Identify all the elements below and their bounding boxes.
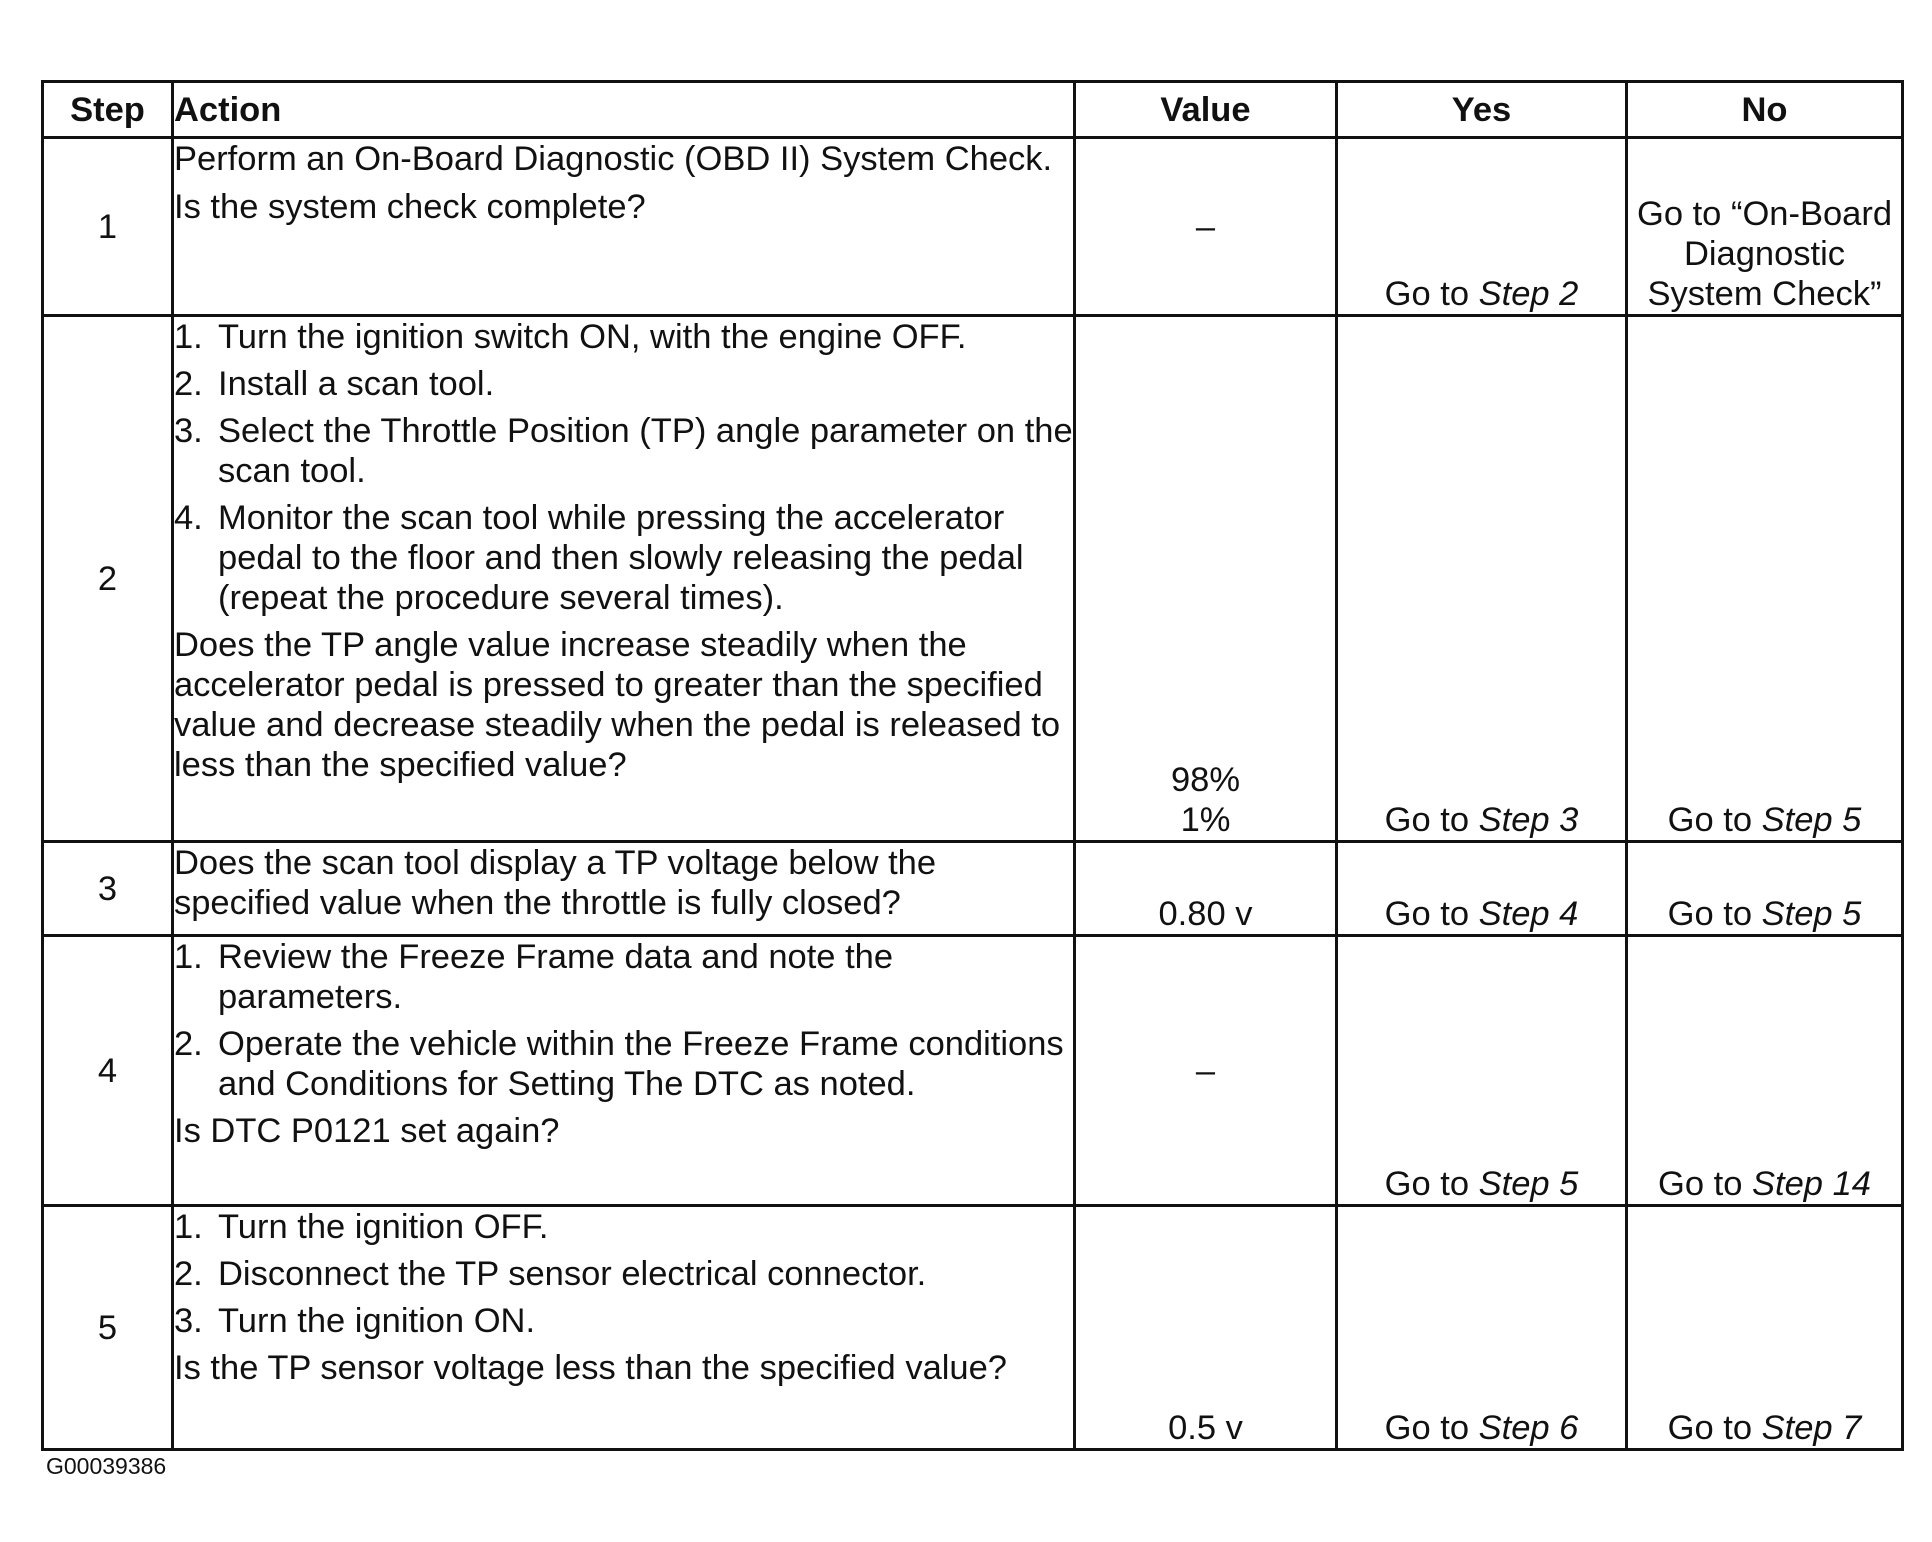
yes-cell	[1337, 138, 1627, 316]
step-number: 1	[43, 138, 173, 316]
header-yes: Yes	[1337, 82, 1627, 138]
figure-id: G00039386	[46, 1453, 167, 1479]
step-number: 3	[43, 842, 173, 936]
step-number: 5	[43, 1206, 173, 1450]
table-row	[43, 936, 1903, 1206]
step-number: 2	[43, 316, 173, 842]
no-goto-step: Step 5	[1761, 895, 1862, 933]
no-goto-prefix: Go to	[1667, 1409, 1762, 1447]
yes-goto-prefix: Go to	[1384, 801, 1479, 839]
list-text: Turn the ignition OFF.	[218, 1208, 549, 1246]
list-number: 2.	[174, 1025, 203, 1063]
value-text: –	[1195, 1051, 1216, 1090]
no-goto-prefix: Go to	[1667, 801, 1762, 839]
value-text: 1%	[1180, 801, 1231, 839]
yes-goto-step: Step 3	[1478, 801, 1579, 839]
diagnostic-table	[41, 80, 1904, 1451]
list-number: 2.	[174, 365, 203, 403]
list-number: 1.	[174, 938, 203, 976]
action-list-item	[174, 498, 1073, 618]
header-no: No	[1627, 82, 1903, 138]
table-row	[43, 842, 1903, 936]
yes-goto-step: Step 6	[1478, 1409, 1579, 1447]
value-text: 98%	[1170, 761, 1241, 799]
action-cell	[173, 316, 1075, 842]
table-row	[43, 316, 1903, 842]
no-cell	[1627, 138, 1903, 316]
yes-goto-step: Step 2	[1478, 275, 1579, 313]
step-number: 4	[43, 936, 173, 1206]
no-cell	[1627, 1206, 1903, 1450]
action-list-item	[174, 1301, 1073, 1341]
action-list-item	[174, 364, 1073, 404]
action-question: Does the TP angle value increase steadily when the accelerator pedal is pressed to greater than the specified value and decrease steadily when the pedal is released to less than the specified value?	[174, 626, 1061, 784]
list-text: Install a scan tool.	[218, 365, 495, 403]
yes-cell	[1337, 842, 1627, 936]
header-value: Value	[1075, 82, 1337, 138]
value-cell	[1075, 1206, 1337, 1450]
table-row	[43, 138, 1903, 316]
action-list-item	[174, 317, 1073, 357]
list-number: 4.	[174, 499, 203, 537]
yes-goto-step: Step 5	[1478, 1165, 1579, 1203]
yes-cell	[1337, 936, 1627, 1206]
list-text: Turn the ignition ON.	[218, 1302, 536, 1340]
list-text: Disconnect the TP sensor electrical connector.	[218, 1255, 927, 1293]
action-list-item	[174, 1254, 1073, 1294]
action-list-item	[174, 937, 1073, 1017]
no-goto-step: Step 5	[1761, 801, 1862, 839]
value-text: –	[1195, 207, 1216, 246]
action-cell	[173, 138, 1075, 316]
list-text: Monitor the scan tool while pressing the accelerator pedal to the floor and then slowly releasing the pedal (repeat the procedure several times).	[218, 499, 1024, 617]
yes-goto-prefix: Go to	[1384, 895, 1479, 933]
list-text: Operate the vehicle within the Freeze Frame conditions and Conditions for Setting The DTC as noted.	[218, 1025, 1064, 1103]
header-step: Step	[43, 82, 173, 138]
action-list-item	[174, 1207, 1073, 1247]
value-cell	[1075, 842, 1337, 936]
action-question: Does the scan tool display a TP voltage below the specified value when the throttle is fully closed?	[174, 844, 937, 922]
value-text: 0.80 v	[1158, 895, 1253, 933]
list-number: 1.	[174, 318, 203, 356]
value-cell	[1075, 316, 1337, 842]
value-cell	[1075, 936, 1337, 1206]
yes-goto-step: Step 4	[1478, 895, 1579, 933]
value-cell	[1075, 138, 1337, 316]
no-goto-prefix: Go to	[1667, 895, 1762, 933]
action-question: Is DTC P0121 set again?	[174, 1112, 560, 1150]
list-number: 2.	[174, 1255, 203, 1293]
action-text: Perform an On-Board Diagnostic (OBD II) System Check.	[174, 140, 1053, 178]
action-cell	[173, 936, 1075, 1206]
no-goto-text: Go to “On-Board Diagnostic System Check”	[1636, 195, 1893, 313]
no-goto-step: Step 14	[1752, 1165, 1871, 1203]
header-action: Action	[173, 82, 1075, 138]
action-question: Is the TP sensor voltage less than the specified value?	[174, 1349, 1007, 1387]
no-goto-step: Step 7	[1761, 1409, 1862, 1447]
yes-goto-prefix: Go to	[1384, 275, 1479, 313]
yes-goto-prefix: Go to	[1384, 1165, 1479, 1203]
list-text: Review the Freeze Frame data and note the parameters.	[218, 938, 894, 1016]
action-question: Is the system check complete?	[174, 188, 646, 226]
action-list-item	[174, 1024, 1073, 1104]
list-number: 3.	[174, 412, 203, 450]
list-text: Select the Throttle Position (TP) angle parameter on the scan tool.	[218, 412, 1073, 490]
header-row	[43, 82, 1903, 138]
list-number: 3.	[174, 1302, 203, 1340]
yes-cell	[1337, 316, 1627, 842]
no-goto-prefix: Go to	[1658, 1165, 1753, 1203]
yes-goto-prefix: Go to	[1384, 1409, 1479, 1447]
action-list-item	[174, 411, 1073, 491]
table-row	[43, 1206, 1903, 1450]
list-number: 1.	[174, 1208, 203, 1246]
no-cell	[1627, 842, 1903, 936]
action-cell	[173, 1206, 1075, 1450]
list-text: Turn the ignition switch ON, with the engine OFF.	[218, 318, 967, 356]
no-cell	[1627, 316, 1903, 842]
no-cell	[1627, 936, 1903, 1206]
action-cell	[173, 842, 1075, 936]
yes-cell	[1337, 1206, 1627, 1450]
value-text: 0.5 v	[1168, 1409, 1243, 1447]
